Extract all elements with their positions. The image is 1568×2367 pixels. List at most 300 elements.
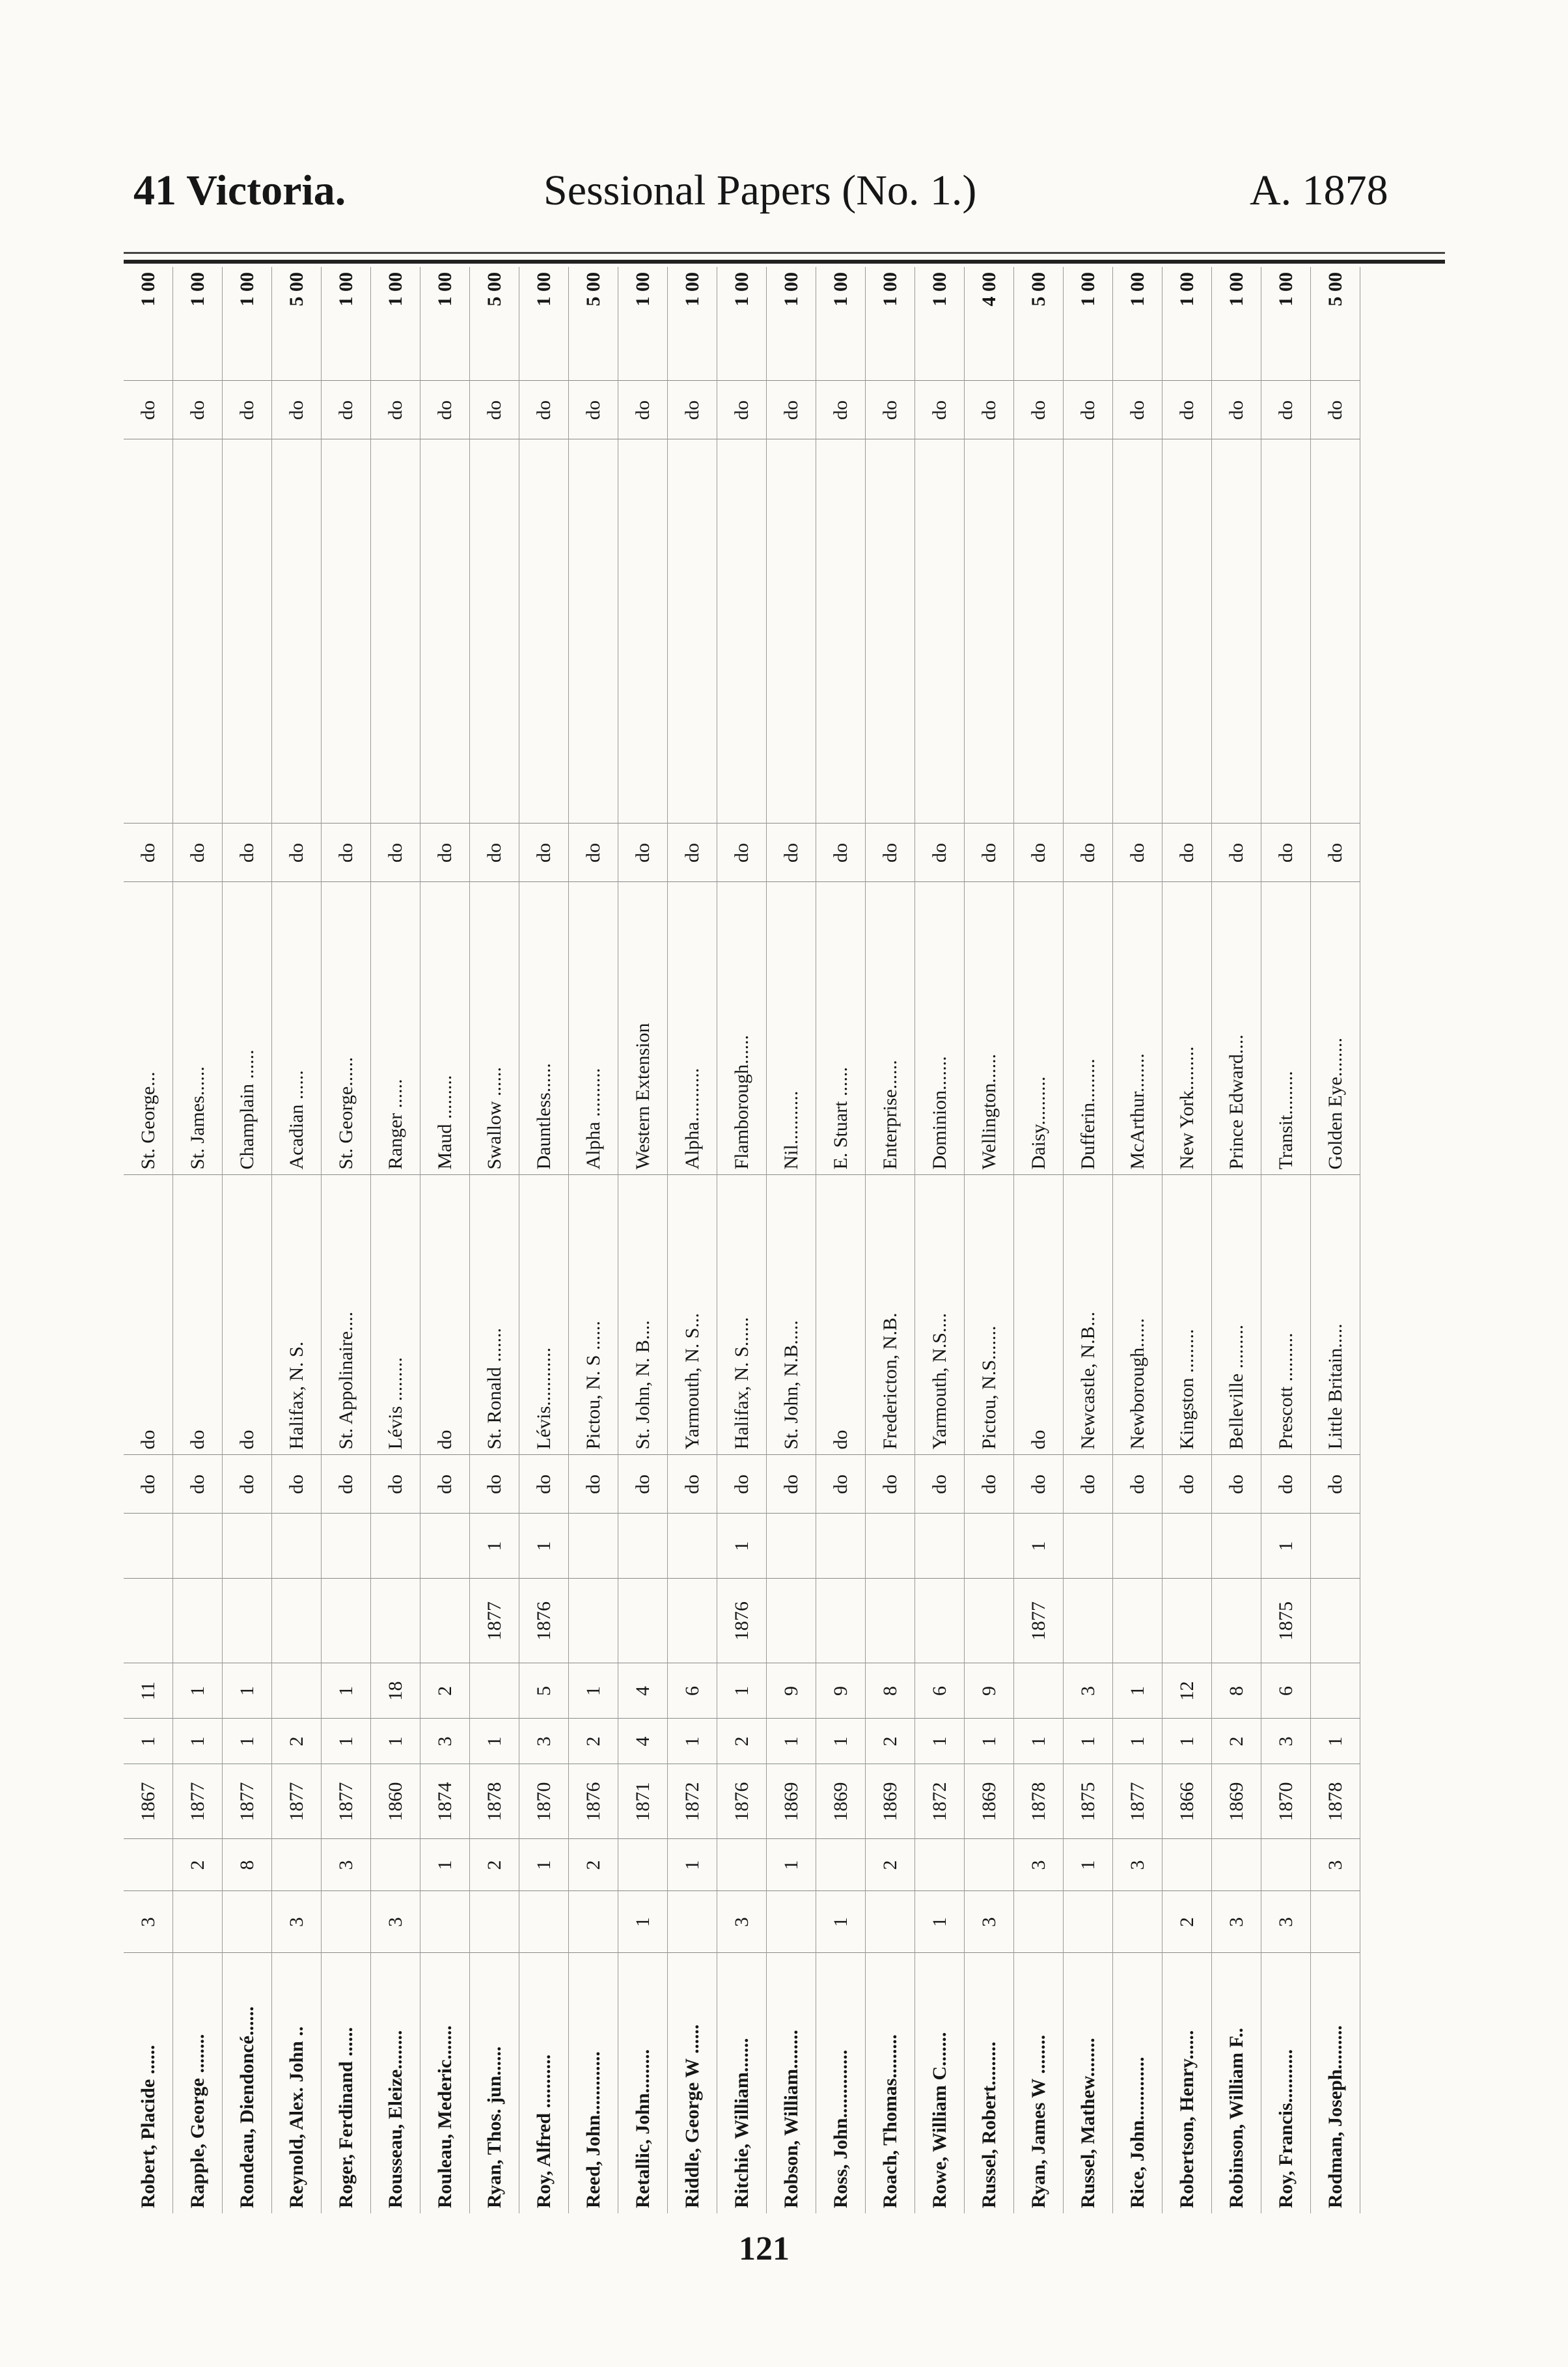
cell-col-9: do [767, 381, 816, 439]
cell-year: 1869 [965, 1764, 1014, 1839]
cell-col-3: 2 [569, 1719, 618, 1764]
cell-col-5 [173, 1579, 223, 1663]
cell-col-9: do [866, 381, 915, 439]
cell-col-2 [915, 1839, 965, 1891]
cell-col-4: 1 [322, 1663, 371, 1719]
cell-col-4: 8 [866, 1663, 915, 1719]
cell-col-4: 5 [519, 1663, 569, 1719]
cell-cert: do [965, 1455, 1014, 1514]
cell-cert: do [420, 1455, 470, 1514]
cell-col-2: 2 [470, 1839, 519, 1891]
cell-name: Rouleau, Mederic....... [420, 1953, 470, 2213]
cell-cert: do [470, 1455, 519, 1514]
cell-cert: do [569, 1455, 618, 1514]
cell-col-3: 2 [717, 1719, 767, 1764]
cell-col-3: 2 [866, 1719, 915, 1764]
cell-col-4 [1014, 1663, 1064, 1719]
cell-vessel: New York......... [1162, 882, 1212, 1175]
cell-place: St. Appolinaire.... [322, 1175, 371, 1455]
cell-col-2: 3 [1311, 1839, 1360, 1891]
table-row [470, 267, 519, 2213]
cell-year: 1870 [1261, 1764, 1311, 1839]
cell-name: Roach, Thomas......... [866, 1953, 915, 2213]
cell-col-7: do [1162, 824, 1212, 882]
cell-col-4: 2 [420, 1663, 470, 1719]
cell-col-7: do [668, 824, 717, 882]
cell-col-7: do [1113, 824, 1162, 882]
cell-col-4: 1 [1113, 1663, 1162, 1719]
cell-col-5: 1877 [1014, 1579, 1064, 1663]
cell-col-4: 6 [915, 1663, 965, 1719]
cell-col-1 [470, 1891, 519, 1953]
cell-col-3: 1 [470, 1719, 519, 1764]
cell-col-2: 1 [420, 1839, 470, 1891]
table-row [1162, 267, 1212, 2213]
cell-col-7: do [569, 824, 618, 882]
cell-vessel: Maud ......... [420, 882, 470, 1175]
cell-col-8 [519, 439, 569, 824]
cell-place: do [173, 1175, 223, 1455]
table-row [569, 267, 618, 2213]
cell-vessel: Daisy.......... [1014, 882, 1064, 1175]
cell-col-6: 1 [1014, 1514, 1064, 1579]
cell-vessel: Swallow ...... [470, 882, 519, 1175]
cell-col-9: do [1162, 381, 1212, 439]
cell-col-4: 4 [618, 1663, 668, 1719]
cell-col-7: do [371, 824, 420, 882]
cell-col-8 [618, 439, 668, 824]
cell-col-2: 2 [866, 1839, 915, 1891]
cell-col-8 [1311, 439, 1360, 824]
cell-place: Newborough...... [1113, 1175, 1162, 1455]
cell-col-5: 1876 [717, 1579, 767, 1663]
cell-col-6 [618, 1514, 668, 1579]
cell-col-3: 1 [816, 1719, 866, 1764]
cell-col-2: 3 [1113, 1839, 1162, 1891]
cell-col-2 [965, 1839, 1014, 1891]
cell-cert: do [173, 1455, 223, 1514]
cell-col-9: do [618, 381, 668, 439]
cell-fee: 1 00 [767, 267, 816, 381]
cell-col-6: 1 [717, 1514, 767, 1579]
cell-col-9: do [371, 381, 420, 439]
cell-col-2: 1 [1064, 1839, 1113, 1891]
cell-col-8 [717, 439, 767, 824]
cell-col-4: 6 [668, 1663, 717, 1719]
cell-fee: 1 00 [915, 267, 965, 381]
cell-vessel: E. Stuart ...... [816, 882, 866, 1175]
cell-col-7: do [717, 824, 767, 882]
cell-col-1 [173, 1891, 223, 1953]
cell-year: 1869 [816, 1764, 866, 1839]
cell-col-5 [668, 1579, 717, 1663]
table-row [866, 267, 915, 2213]
cell-col-1 [1113, 1891, 1162, 1953]
cell-col-1 [223, 1891, 272, 1953]
cell-name: Russel, Mathew........ [1064, 1953, 1113, 2213]
cell-year: 1878 [1311, 1764, 1360, 1839]
cell-cert: do [1311, 1455, 1360, 1514]
cell-col-5 [1064, 1579, 1113, 1663]
cell-place: do [124, 1175, 173, 1455]
cell-year: 1860 [371, 1764, 420, 1839]
cell-col-9: do [420, 381, 470, 439]
cell-vessel: Dominion....... [915, 882, 965, 1175]
cell-col-8 [965, 439, 1014, 824]
cell-col-6 [322, 1514, 371, 1579]
cell-col-1: 3 [717, 1891, 767, 1953]
cell-year: 1878 [470, 1764, 519, 1839]
cell-col-2 [1261, 1839, 1311, 1891]
cell-col-1: 1 [618, 1891, 668, 1953]
table-row [1261, 267, 1311, 2213]
table-row [767, 267, 816, 2213]
cell-name: Rousseau, Eleize........ [371, 1953, 420, 2213]
cell-name: Rowe, William C....... [915, 1953, 965, 2213]
cell-col-9: do [1064, 381, 1113, 439]
cell-cert: do [1113, 1455, 1162, 1514]
cell-col-1 [1064, 1891, 1113, 1953]
cell-place: Yarmouth, N.S.... [915, 1175, 965, 1455]
cell-col-1 [1311, 1891, 1360, 1953]
cell-col-8 [272, 439, 322, 824]
cell-fee: 1 00 [173, 267, 223, 381]
cell-place: do [816, 1175, 866, 1455]
cell-col-8 [1261, 439, 1311, 824]
cell-col-5 [866, 1579, 915, 1663]
cell-col-1: 3 [1212, 1891, 1261, 1953]
cell-col-9: do [569, 381, 618, 439]
cell-place: Pictou, N. S ...... [569, 1175, 618, 1455]
cell-fee: 1 00 [322, 267, 371, 381]
cell-fee: 1 00 [816, 267, 866, 381]
table-row [965, 267, 1014, 2213]
cell-col-7: do [519, 824, 569, 882]
cell-fee: 1 00 [124, 267, 173, 381]
cell-col-1: 1 [816, 1891, 866, 1953]
cell-col-3: 1 [767, 1719, 816, 1764]
cell-cert: do [272, 1455, 322, 1514]
cell-col-9: do [519, 381, 569, 439]
cell-place: Fredericton, N.B. [866, 1175, 915, 1455]
cell-col-4 [470, 1663, 519, 1719]
cell-col-1 [1014, 1891, 1064, 1953]
cell-col-6 [1212, 1514, 1261, 1579]
table-row [618, 267, 668, 2213]
cell-col-3: 3 [420, 1719, 470, 1764]
cell-col-4: 1 [173, 1663, 223, 1719]
cell-col-8 [1014, 439, 1064, 824]
cell-vessel: Dauntless...... [519, 882, 569, 1175]
cell-col-5 [272, 1579, 322, 1663]
table-row [1064, 267, 1113, 2213]
cell-cert: do [371, 1455, 420, 1514]
cell-col-9: do [470, 381, 519, 439]
cell-name: Ross, John.............. [816, 1953, 866, 2213]
cell-col-2: 3 [1014, 1839, 1064, 1891]
cell-vessel: Alpha........... [668, 882, 717, 1175]
cell-col-5: 1877 [470, 1579, 519, 1663]
cell-col-6 [173, 1514, 223, 1579]
cell-col-8 [223, 439, 272, 824]
cell-name: Rodman, Joseph......... [1311, 1953, 1360, 2213]
cell-col-1: 3 [1261, 1891, 1311, 1953]
table-row [1212, 267, 1261, 2213]
cell-col-3: 2 [272, 1719, 322, 1764]
cell-vessel: Nil........... [767, 882, 816, 1175]
cell-col-6 [420, 1514, 470, 1579]
table-row [519, 267, 569, 2213]
cell-fee: 1 00 [1113, 267, 1162, 381]
cell-col-3: 2 [1212, 1719, 1261, 1764]
cell-fee: 5 00 [272, 267, 322, 381]
cell-col-1 [519, 1891, 569, 1953]
cell-fee: 1 00 [223, 267, 272, 381]
cell-col-7: do [1311, 824, 1360, 882]
cell-col-1 [322, 1891, 371, 1953]
header-rule-thin [124, 252, 1445, 254]
cell-place: Pictou, N.S....... [965, 1175, 1014, 1455]
cell-place: Kingston ......... [1162, 1175, 1212, 1455]
cell-year: 1866 [1162, 1764, 1212, 1839]
cell-vessel: Enterprise...... [866, 882, 915, 1175]
cell-col-4: 9 [965, 1663, 1014, 1719]
table-row [223, 267, 272, 2213]
cell-year: 1877 [223, 1764, 272, 1839]
table-row [173, 267, 223, 2213]
ledger-table-rotated [124, 260, 1445, 2213]
cell-col-5 [965, 1579, 1014, 1663]
cell-col-4: 1 [223, 1663, 272, 1719]
cell-col-6 [816, 1514, 866, 1579]
cell-cert: do [668, 1455, 717, 1514]
header-year: A. 1878 [1250, 167, 1388, 214]
cell-col-3: 1 [223, 1719, 272, 1764]
cell-name: Reed, John............. [569, 1953, 618, 2213]
cell-col-2: 2 [569, 1839, 618, 1891]
cell-name: Robinson, William F.. [1212, 1953, 1261, 2213]
cell-col-8 [322, 439, 371, 824]
cell-col-9: do [717, 381, 767, 439]
table-row [1113, 267, 1162, 2213]
cell-year: 1874 [420, 1764, 470, 1839]
cell-vessel: Prince Edward.... [1212, 882, 1261, 1175]
cell-col-2: 8 [223, 1839, 272, 1891]
cell-cert: do [223, 1455, 272, 1514]
cell-fee: 5 00 [470, 267, 519, 381]
cell-fee: 5 00 [1311, 267, 1360, 381]
cell-col-7: do [173, 824, 223, 882]
table-row [322, 267, 371, 2213]
cell-fee: 1 00 [1212, 267, 1261, 381]
cell-name: Roger, Ferdinand ...... [322, 1953, 371, 2213]
cell-place: St. Ronald ....... [470, 1175, 519, 1455]
cell-col-5 [1311, 1579, 1360, 1663]
cell-name: Riddle, George W ...... [668, 1953, 717, 2213]
cell-col-8 [124, 439, 173, 824]
cell-col-5 [569, 1579, 618, 1663]
cell-fee: 1 00 [717, 267, 767, 381]
cell-col-2 [272, 1839, 322, 1891]
cell-vessel: Acadian ...... [272, 882, 322, 1175]
cell-col-4: 1 [717, 1663, 767, 1719]
cell-col-8 [173, 439, 223, 824]
cell-col-6 [965, 1514, 1014, 1579]
table-row [371, 267, 420, 2213]
cell-col-7: do [1261, 824, 1311, 882]
cell-cert: do [915, 1455, 965, 1514]
cell-name: Ryan, James W ........ [1014, 1953, 1064, 2213]
cell-col-4 [272, 1663, 322, 1719]
ledger-body [124, 267, 1360, 2213]
cell-col-6 [866, 1514, 915, 1579]
cell-year: 1871 [618, 1764, 668, 1839]
cell-name: Rice, John............. [1113, 1953, 1162, 2213]
cell-col-8 [420, 439, 470, 824]
cell-place: Prescott .......... [1261, 1175, 1311, 1455]
cell-col-1 [420, 1891, 470, 1953]
cell-place: St. John, N. B.... [618, 1175, 668, 1455]
table-row [1311, 267, 1360, 2213]
cell-cert: do [322, 1455, 371, 1514]
cell-col-4: 12 [1162, 1663, 1212, 1719]
cell-col-6 [767, 1514, 816, 1579]
cell-col-9: do [965, 381, 1014, 439]
cell-col-7: do [1014, 824, 1064, 882]
cell-col-1: 1 [915, 1891, 965, 1953]
cell-cert: do [767, 1455, 816, 1514]
cell-col-5 [124, 1579, 173, 1663]
cell-col-7: do [767, 824, 816, 882]
cell-vessel: McArthur........ [1113, 882, 1162, 1175]
cell-col-5: 1876 [519, 1579, 569, 1663]
cell-year: 1877 [322, 1764, 371, 1839]
cell-col-3: 3 [1261, 1719, 1311, 1764]
cell-year: 1876 [717, 1764, 767, 1839]
header-volume: 41 Victoria. [133, 167, 346, 214]
cell-col-3: 1 [1162, 1719, 1212, 1764]
cell-col-4: 11 [124, 1663, 173, 1719]
cell-col-3: 1 [173, 1719, 223, 1764]
cell-col-8 [569, 439, 618, 824]
cell-year: 1867 [124, 1764, 173, 1839]
cell-vessel: Alpha .......... [569, 882, 618, 1175]
cell-col-3: 1 [371, 1719, 420, 1764]
table-row [420, 267, 470, 2213]
cell-cert: do [816, 1455, 866, 1514]
cell-col-2 [618, 1839, 668, 1891]
cell-year: 1877 [272, 1764, 322, 1839]
cell-col-8 [1212, 439, 1261, 824]
ledger-table [124, 267, 1360, 2213]
cell-col-6 [1162, 1514, 1212, 1579]
cell-vessel: Transit......... [1261, 882, 1311, 1175]
cell-place: Little Britain..... [1311, 1175, 1360, 1455]
cell-vessel: Champlain ...... [223, 882, 272, 1175]
cell-name: Russel, Robert......... [965, 1953, 1014, 2213]
cell-col-3: 1 [1014, 1719, 1064, 1764]
cell-col-6 [1311, 1514, 1360, 1579]
cell-col-7: do [272, 824, 322, 882]
cell-col-8 [816, 439, 866, 824]
cell-name: Retallic, John......... [618, 1953, 668, 2213]
cell-place: Yarmouth, N. S... [668, 1175, 717, 1455]
cell-col-1: 2 [1162, 1891, 1212, 1953]
cell-col-3: 1 [124, 1719, 173, 1764]
cell-year: 1877 [1113, 1764, 1162, 1839]
cell-cert: do [124, 1455, 173, 1514]
cell-year: 1872 [668, 1764, 717, 1839]
cell-col-2 [816, 1839, 866, 1891]
cell-col-3: 3 [519, 1719, 569, 1764]
cell-col-6: 1 [470, 1514, 519, 1579]
cell-col-6 [124, 1514, 173, 1579]
cell-col-3: 1 [1311, 1719, 1360, 1764]
cell-col-9: do [1014, 381, 1064, 439]
cell-year: 1869 [767, 1764, 816, 1839]
cell-fee: 1 00 [420, 267, 470, 381]
cell-col-6 [223, 1514, 272, 1579]
cell-name: Roy, Francis........... [1261, 1953, 1311, 2213]
cell-col-1 [767, 1891, 816, 1953]
page-header [0, 166, 1568, 225]
cell-col-6 [371, 1514, 420, 1579]
cell-col-4: 8 [1212, 1663, 1261, 1719]
cell-col-2 [717, 1839, 767, 1891]
cell-col-3: 1 [322, 1719, 371, 1764]
cell-col-3: 1 [1113, 1719, 1162, 1764]
cell-col-6 [915, 1514, 965, 1579]
cell-col-2 [1212, 1839, 1261, 1891]
cell-col-9: do [1212, 381, 1261, 439]
cell-col-8 [371, 439, 420, 824]
cell-col-4: 9 [816, 1663, 866, 1719]
cell-name: Rondeau, Diendoncé...... [223, 1953, 272, 2213]
cell-name: Rapple, George ........ [173, 1953, 223, 2213]
cell-fee: 5 00 [569, 267, 618, 381]
cell-name: Ritchie, William....... [717, 1953, 767, 2213]
table-row [717, 267, 767, 2213]
cell-vessel: Wellington...... [965, 882, 1014, 1175]
cell-col-6: 1 [519, 1514, 569, 1579]
cell-vessel: St. James...... [173, 882, 223, 1175]
cell-year: 1877 [173, 1764, 223, 1839]
cell-vessel: Western Extension [618, 882, 668, 1175]
cell-col-6 [668, 1514, 717, 1579]
cell-vessel: St. George... [124, 882, 173, 1175]
cell-col-7: do [322, 824, 371, 882]
cell-year: 1875 [1064, 1764, 1113, 1839]
table-row [272, 267, 322, 2213]
cell-col-9: do [1113, 381, 1162, 439]
cell-name: Robson, William........ [767, 1953, 816, 2213]
cell-place: do [420, 1175, 470, 1455]
cell-year: 1869 [866, 1764, 915, 1839]
cell-col-4: 1 [569, 1663, 618, 1719]
cell-cert: do [618, 1455, 668, 1514]
cell-col-1 [668, 1891, 717, 1953]
cell-cert: do [1212, 1455, 1261, 1514]
cell-col-9: do [124, 381, 173, 439]
cell-col-2: 3 [322, 1839, 371, 1891]
cell-col-7: do [470, 824, 519, 882]
cell-col-5 [1212, 1579, 1261, 1663]
cell-col-4: 6 [1261, 1663, 1311, 1719]
table-row [668, 267, 717, 2213]
cell-col-7: do [866, 824, 915, 882]
cell-col-1: 3 [965, 1891, 1014, 1953]
cell-col-2: 1 [767, 1839, 816, 1891]
